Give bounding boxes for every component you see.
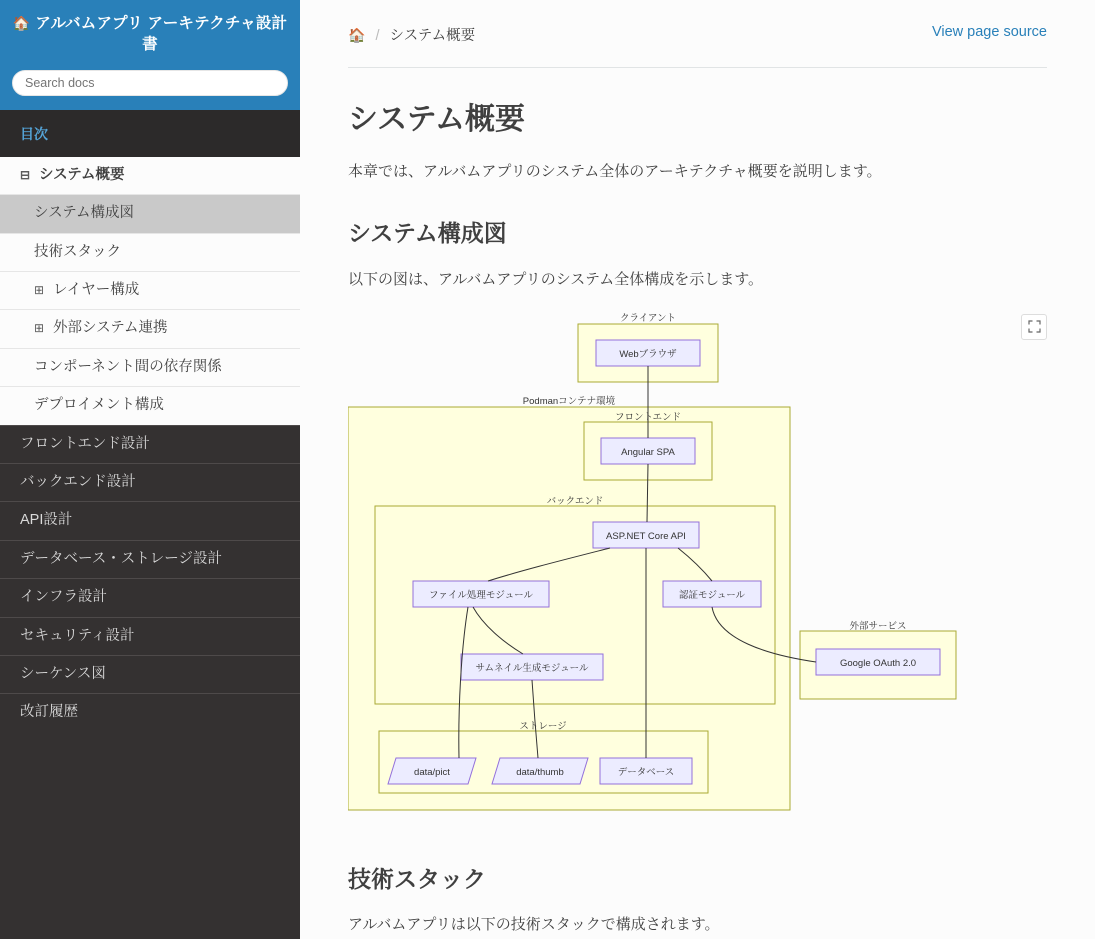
sidebar-item-deployment (0, 386, 300, 424)
main-content (300, 0, 1095, 939)
architecture-diagram (348, 310, 1047, 830)
sidebar-label: 外部システム連携 (53, 320, 168, 337)
expand-toggle-icon[interactable]: ⊞ (34, 283, 45, 298)
sidebar-link-system-overview[interactable] (0, 157, 300, 194)
sidebar-item-sequence-diagram (0, 655, 300, 693)
sidebar-link-tech-stack[interactable]: 技術スタック (0, 233, 300, 271)
top-bar (348, 24, 1047, 68)
sidebar-label: システム概要 (39, 166, 125, 183)
page-title: システム概要 (348, 103, 525, 136)
cluster-label-backend: バックエンド (546, 495, 604, 507)
node-label-auth: 認証モジュール (678, 589, 746, 601)
sidebar-link-sequence-diagram[interactable]: シーケンス図 (0, 655, 300, 693)
sidebar-item-database-storage-design (0, 540, 300, 578)
sidebar-link-external-integration[interactable] (0, 309, 300, 347)
section-heading-stack: 技術スタック (348, 865, 486, 892)
home-icon[interactable]: 🏠 (348, 27, 366, 43)
sidebar-nav (0, 157, 300, 732)
node-label-datathumb: data/thumb (516, 766, 564, 778)
node-label-datapict: data/pict (414, 766, 450, 778)
sidebar-label: レイヤー構成 (53, 282, 140, 299)
sidebar (0, 0, 300, 939)
sidebar-item-layer-structure (0, 271, 300, 309)
sidebar-link-deployment[interactable]: デプロイメント構成 (0, 386, 300, 424)
breadcrumb-current: システム概要 (389, 28, 476, 44)
home-icon: 🏠 (12, 15, 31, 31)
sidebar-link-security-design[interactable]: セキュリティ設計 (0, 617, 300, 655)
sidebar-subnav-system-overview (0, 194, 300, 424)
sidebar-item-api-design (0, 501, 300, 539)
sidebar-item-revision-history (0, 693, 300, 731)
cluster-label-client: クライアント (619, 312, 677, 324)
node-label-thumb: サムネイル生成モジュール (475, 662, 589, 674)
node-label-spa: Angular SPA (621, 446, 675, 458)
sidebar-item-backend-design (0, 463, 300, 501)
sidebar-link-revision-history[interactable]: 改訂履歴 (0, 693, 300, 731)
node-label-fileproc: ファイル処理モジュール (429, 589, 533, 601)
node-label-oauth: Google OAuth 2.0 (839, 657, 917, 669)
node-label-browser: Webブラウザ (619, 348, 677, 360)
stack-intro-paragraph: アルバムアプリは以下の技術スタックで構成されます。 (348, 916, 720, 934)
fullscreen-icon[interactable] (1021, 314, 1047, 340)
sidebar-item-system-overview (0, 157, 300, 425)
sidebar-item-external-integration (0, 309, 300, 347)
cluster-label-storage: ストレージ (519, 720, 567, 732)
sidebar-item-frontend-design (0, 425, 300, 463)
cluster-label-podman: Podmanコンテナ環境 (522, 395, 616, 407)
sidebar-item-tech-stack (0, 233, 300, 271)
sidebar-link-database-storage-design[interactable]: データベース・ストレージ設計 (0, 540, 300, 578)
sidebar-header (0, 0, 300, 70)
sidebar-item-infra-design (0, 578, 300, 616)
sidebar-item-security-design (0, 617, 300, 655)
sidebar-title-link[interactable] (12, 14, 288, 56)
sidebar-item-system-diagram (0, 194, 300, 232)
cluster-label-external: 外部サービス (849, 620, 907, 632)
sidebar-title-text: アルバムアプリ アーキテクチャ設計書 (35, 15, 288, 53)
expand-toggle-icon[interactable]: ⊞ (34, 321, 45, 336)
collapse-toggle-icon[interactable]: ⊟ (20, 167, 31, 182)
sidebar-link-api-design[interactable]: API設計 (0, 501, 300, 539)
sidebar-link-frontend-design[interactable]: フロントエンド設計 (0, 425, 300, 463)
diagram-intro-paragraph: 以下の図は、アルバムアプリのシステム全体構成を示します。 (348, 270, 764, 288)
cluster-label-frontend: フロントエンド (614, 411, 682, 423)
intro-paragraph: 本章では、アルバムアプリのシステム全体のアーキテクチャ概要を説明します。 (348, 163, 882, 180)
sidebar-caption: 目次 (0, 110, 300, 157)
mermaid-diagram-svg (348, 310, 1048, 820)
sidebar-link-system-diagram[interactable]: システム構成図 (0, 194, 300, 232)
breadcrumb-separator: / (375, 28, 380, 44)
sidebar-link-infra-design[interactable]: インフラ設計 (0, 578, 300, 616)
sidebar-link-component-dependencies[interactable]: コンポーネント間の依存関係 (0, 348, 300, 386)
sidebar-link-layer-structure[interactable] (0, 271, 300, 309)
sidebar-link-backend-design[interactable]: バックエンド設計 (0, 463, 300, 501)
search-input[interactable] (12, 70, 288, 96)
view-page-source-link[interactable]: View page source (931, 24, 1047, 40)
section-heading-diagram: システム構成図 (348, 220, 507, 246)
sidebar-search-wrap (0, 70, 300, 110)
sidebar-item-component-dependencies (0, 348, 300, 386)
node-label-api: ASP.NET Core API (606, 530, 686, 542)
breadcrumb (348, 24, 475, 45)
node-label-db: データベース (617, 766, 675, 778)
document-body (300, 0, 1095, 937)
